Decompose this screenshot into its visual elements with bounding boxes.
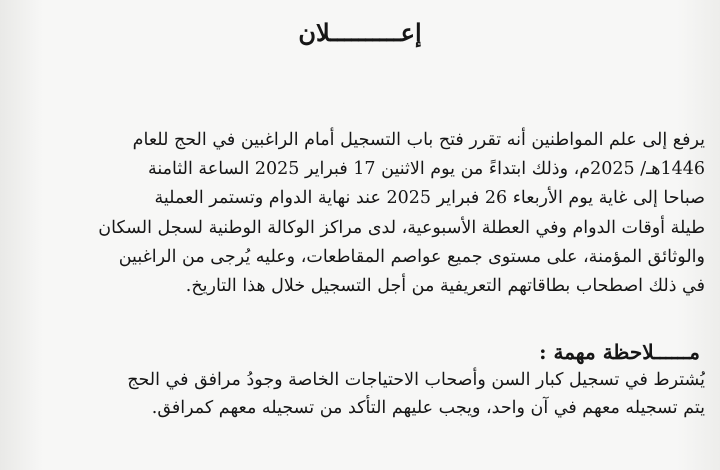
paragraph-line: في ذلك اصطحاب بطاقاتهم التعريفية من أجل التسجيل خلال هذا التاريخ. [185,276,705,297]
paragraph-line: والوثائق المؤمنة، على مستوى جميع عواصم المقاطعات، وعليه يُرجى من الراغبين [118,246,705,267]
note-line: يتم تسجيله معهم في آن واحد، ويجب عليهم التأكد من تسجيله معهم كمرافق. [151,398,705,418]
paragraph-line: صباحا إلى غاية يوم الأربعاء 26 فبراير 2025 عند نهاية الدوام وتستمر العملية [154,188,705,209]
paragraph-line: طيلة أوقات الدوام وفي العطلة الأسبوعية، لدى مراكز الوكالة الوطنية لسجل السكان [98,217,705,238]
paragraph-line: يرفع إلى علم المواطنين أنه تقرر فتح باب التسجيل أمام الراغبين في الحج للعام [132,130,705,150]
paragraph-line: 1446هـ/ 2025م، وذلك ابتداءً من يوم الاثنين 17 فبراير 2025 الساعة الثامنة [147,159,705,180]
important-note-title: مــــــلاحظة مهمة : [539,340,700,364]
note-line: يُشترط في تسجيل كبار السن وأصحاب الاحتياجات الخاصة وجودُ مرافق في الحج [127,370,705,390]
announcement-title: إعــــــــــلان [298,18,422,47]
announcement-paragraph [65,126,705,301]
important-note-body [100,366,705,422]
